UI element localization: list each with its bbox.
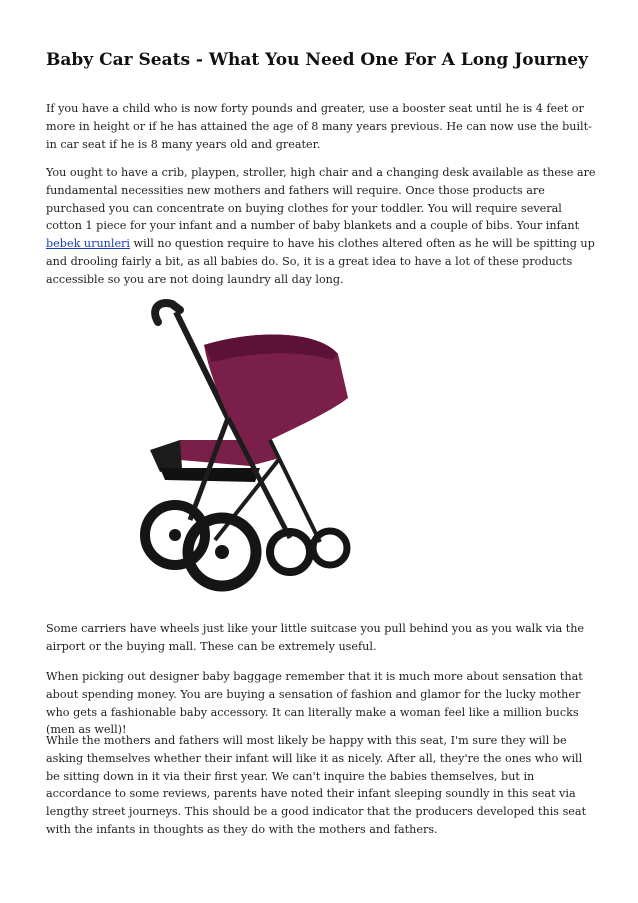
paragraph-2-text-start: You ought to have a crib, playpen, stroller, high chair and a changing desk available as these are fundamental necessities new mothers and fathers will require. Once those products are purchased you can concentrate on buying clothes for your toddler. You will require several cotton 1 piece for your infant and a number of baby blankets and a couple of bibs. Your infant — [46, 166, 596, 233]
paragraph-1: If you have a child who is now forty pounds and greater, use a booster seat until he is 4 feet or more in height or if he has attained the age of 8 many years previous. He can now use the built-in car seat if he is 8 many years old and greater. — [46, 102, 592, 151]
paragraph-4: When picking out designer baby baggage remember that it is much more about sensation that about spending money. You are buying a sensation of fashion and glamor for the lucky mother who gets a fashionable baby accessory. It can literally make a woman feel like a million bucks (men as well)! — [46, 670, 583, 737]
stroller-illustration — [120, 290, 410, 595]
front-wheel-right — [313, 531, 347, 565]
rear-hub-right — [215, 545, 229, 559]
footrest — [150, 440, 182, 472]
paragraph-5: While the mothers and fathers will most likely be happy with this seat, I'm sure they will be asking themselves whether their infant will like it as nicely. After all, they're the ones who will be sitting down in it via their first year. We can't inquire the babies themselves, but in accordance to some reviews, parents have noted their infant sleeping soundly in this seat via lengthy street journeys. This should be a good indicator that the producers developed this seat with the infants in thoughts as they do with the mothers and fathers. — [46, 734, 587, 836]
rear-hub-left — [169, 529, 181, 541]
paragraph-2 — [46, 164, 596, 289]
front-leg — [270, 440, 320, 542]
bebek-urunleri-link[interactable]: bebek urunleri — [46, 237, 130, 251]
article-title: Baby Car Seats - What You Need One For A Long Journey — [46, 50, 588, 70]
stroller-image — [120, 290, 410, 595]
paragraph-3: Some carriers have wheels just like your little suitcase you pull behind you as you walk via the airport or the buying mall. These can be extremely useful. — [46, 622, 585, 653]
paragraph-2-text-end: will no question require to have his clothes altered often as he will be spitting up and drooling fairly a bit, as all babies do. So, it is a great idea to have a lot of these products accessible so you are not doing laundry all day long. — [46, 237, 595, 286]
seat — [180, 440, 280, 466]
